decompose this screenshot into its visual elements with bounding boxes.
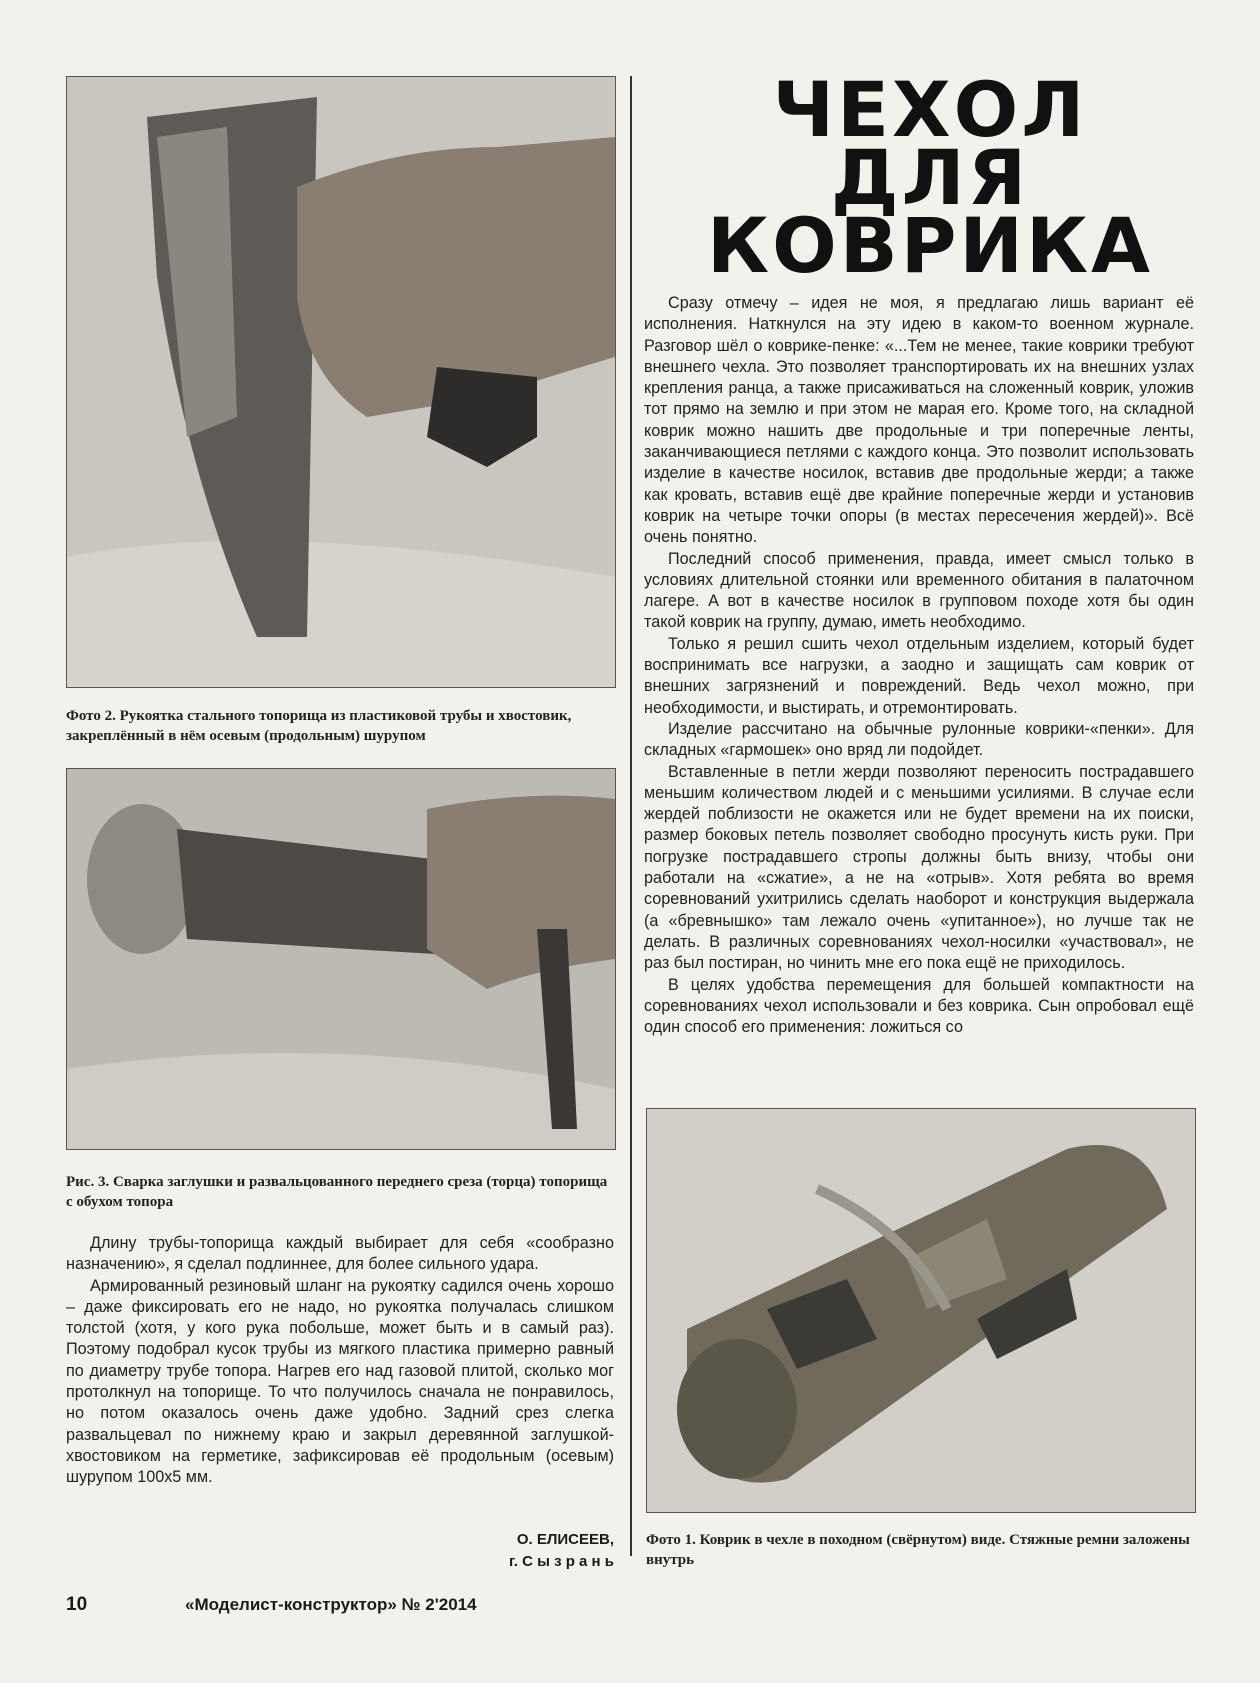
paragraph: В целях удобства перемещения для большей компактности на соревнованиях чехол использовали и без коврика. Сын опробовал ещё один способ его применения: ложиться со <box>644 975 1194 1037</box>
paragraph: Армированный резиновый шланг на рукоятку садился очень хорошо – даже фиксировать его не надо, но рукоятка получалась слишком толстой (хотя, у кого рука побольше, может быть и в самый раз). Поэтому подобрал кусок трубы из мягкого пластика примерно равный по диаметру трубе топора. Нагрев его над газовой плитой, сколько мог протолкнул на топорище. То что получилось сначала не понравилось, но потом оказалось очень даже удобно. Задний срез слегка развальцевал по нижнему краю и закрыл деревянной заглушкой-хвостовиком на герметике, зафиксировав её продольным (осевым) шурупом 100х5 мм. <box>66 1276 614 1487</box>
paragraph: Последний способ применения, правда, имеет смысл только в условиях длительной стоянки или временного обитания в палаточном лагере. А вот в качестве носилок в групповом походе хотя бы один такой коврик на группу, думаю, иметь необходимо. <box>644 549 1194 632</box>
title-line: ЧЕХОЛ <box>772 65 1088 154</box>
page-number: 10 <box>66 1594 88 1615</box>
article-title <box>650 65 1210 290</box>
magazine-title: «Моделист-конструктор» № 2'2014 <box>185 1595 477 1614</box>
title-line: ДЛЯ <box>830 133 1030 222</box>
photo-1-caption: Фото 1. Коврик в чехле в походном (свёрнутом) виде. Стяжные ремни заложены внутрь <box>646 1532 1190 1568</box>
paragraph: Вставленные в петли жерди позволяют переносить пострадавшего меньшим количеством людей и с меньшими усилиями. В случае если жердей поблизости не окажется или не будет времени на их поиски, размер боковых петель позволяет свободно просунуть кисть руки. При погрузке пострадавшего стропы должны быть внизу, чтобы они работали на «сжатие», а не на «отрыв». Хотя ребята во время соревнований ухитрились сделать наоборот и конструкция выдержала (а «бревнышко» там лежало очень «упитанное»), но лучше так не делать. В различных соревнованиях чехол-носилки «участвовал», не раз был постиран, но чинить мне его пока ещё не приходилось. <box>644 762 1194 973</box>
right-column-text <box>644 293 1194 1038</box>
figure-3-caption: Рис. 3. Сварка заглушки и развальцованного переднего среза (торца) топорища с обухом топора <box>66 1174 608 1210</box>
paragraph: Изделие рассчитано на обычные рулонные коврики-«пенки». Для складных «гармошек» оно вряд ли подойдет. <box>644 719 1194 760</box>
title-line: КОВРИКА <box>707 201 1153 290</box>
paragraph: Длину трубы-топорища каждый выбирает для себя «сообразно назначению», я сделал подлиннее, для более сильного удара. <box>66 1234 614 1274</box>
author-city: г. С ы з р а н ь <box>509 1553 614 1570</box>
photo-1-rolled-mat <box>646 1108 1196 1513</box>
author-name: О. ЕЛИСЕЕВ, <box>516 1531 614 1548</box>
paragraph: Только я решил сшить чехол отдельным изделием, который будет воспринимать все нагрузки, а заодно и защищать сам коврик от внешних загрязнений и повреждений. Ведь чехол можно, при необходимости, и выстирать, и отремонтировать. <box>644 634 1194 717</box>
photo-2-caption: Фото 2. Рукоятка стального топорища из пластиковой трубы и хвостовик, закреплённый в нём осевым (продольным) шурупом <box>66 708 572 744</box>
figure-3-welded-cap <box>66 768 616 1150</box>
column-divider <box>630 76 632 1556</box>
left-column-text <box>66 1233 614 1489</box>
paragraph: Сразу отмечу – идея не моя, я предлагаю лишь вариант её исполнения. Наткнулся на эту идею в каком-то военном журнале. Разговор шёл о коврике-пенке: «...Тем не менее, такие коврики требуют внешнего чехла. Это позволяет транспортировать их на внешних узлах крепления ранца, а также присаживаться на сложенный коврик, уложив тот прямо на землю и при этом не марая его. Кроме того, на складной коврик можно нашить две продольные и три поперечные ленты, заканчивающиеся петлями с каждого конца. Это позволит использовать изделие в качестве носилок, вставив две продольные жерди; а также как кровать, вставив ещё две крайние поперечные жерди и установив коврик на четыре точки опоры (в местах пересечения жердей)». Всё очень понятно. <box>644 294 1194 547</box>
photo-2-axe-handle <box>66 76 616 688</box>
